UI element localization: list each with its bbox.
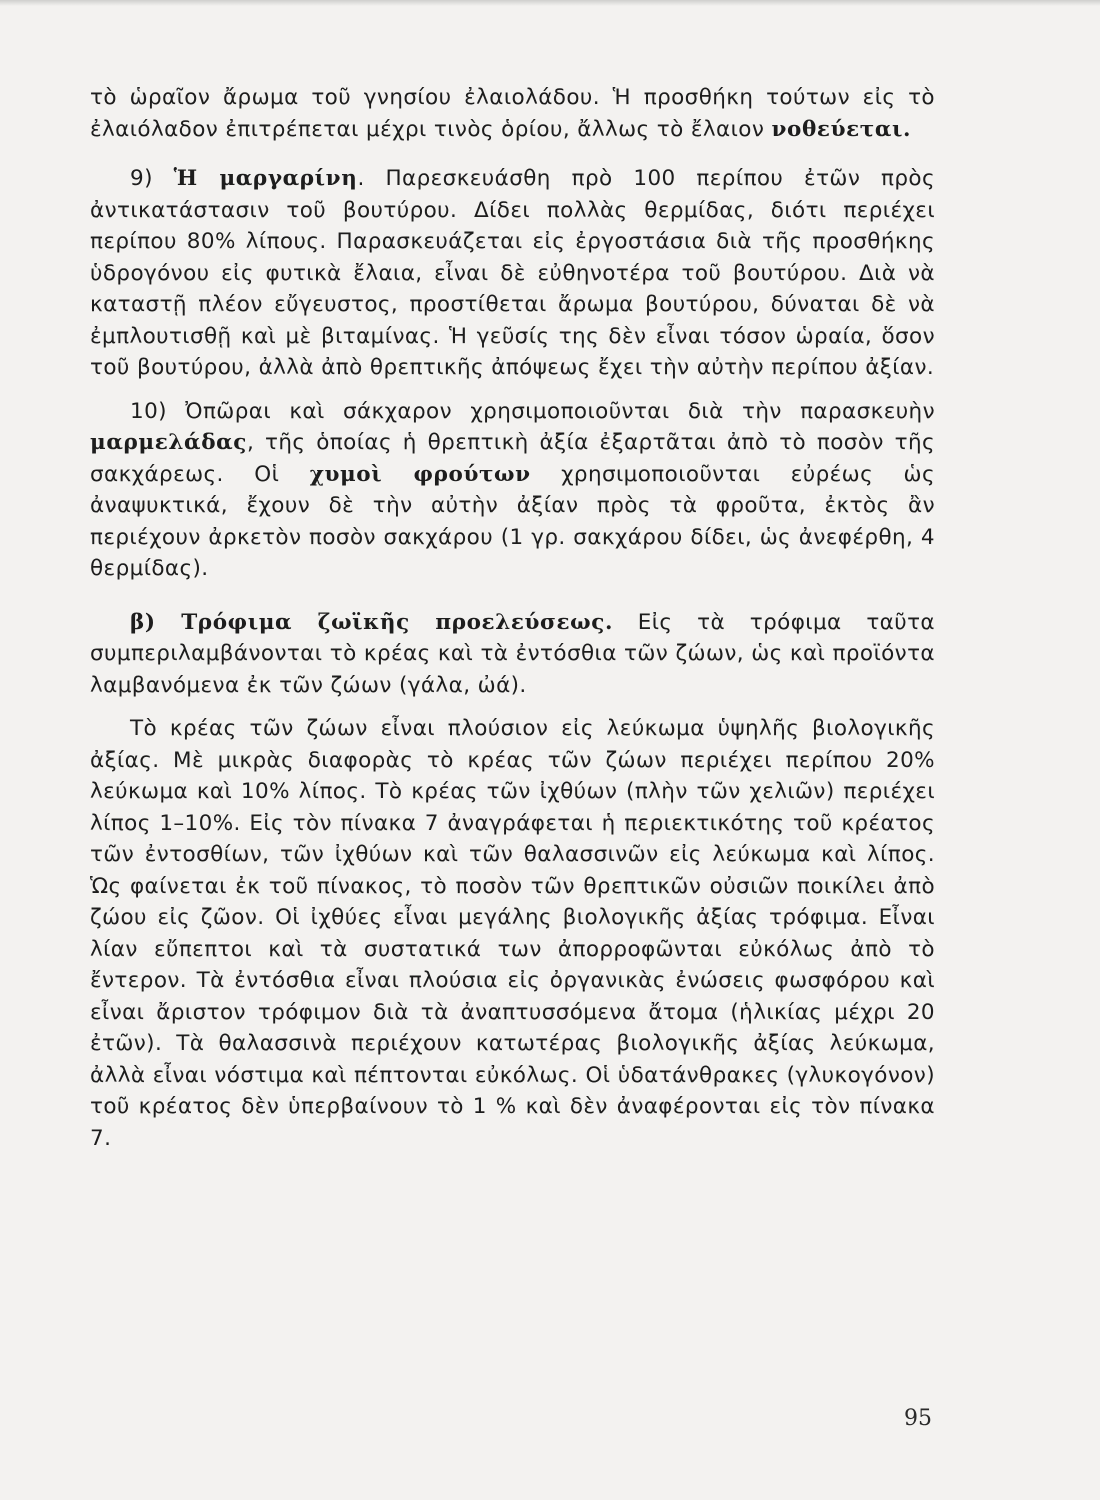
- paragraph-olive-oil-continuation: [90, 82, 935, 145]
- bold-term-fruit-juices: χυμοὶ φρούτων: [309, 461, 531, 487]
- bold-term-margarine: Ἡ μαργαρίνη: [173, 166, 358, 191]
- paragraph-animal-foods: [90, 607, 935, 702]
- section-heading-animal-foods: β) Τρόφιμα ζωϊκῆς προελεύσεως.: [130, 609, 614, 635]
- body-text: [90, 82, 935, 1154]
- paragraph-text: . Παρεσκευάσθη πρὸ 100 περίπου ἐτῶν πρὸς ἀντικατάστασιν τοῦ βουτύρου. Δίδει πολλὰς θερμίδας, διότι περιέχει περίπου 80% λίπους. Παρασκευάζεται εἰς ἐργοστάσια διὰ τῆς προσθήκης ὑδρογόνου εἰς φυτικὰ ἔλαια, εἶναι δὲ εὐθηνοτέρα τοῦ βουτύρου. Διὰ νὰ καταστῇ πλέον εὔγευστος, προστίθεται ἄρωμα βουτύρου, δύναται δὲ νὰ ἐμπλουτισθῇ καὶ μὲ βιταμίνας. Ἡ γεῦσίς της δὲν εἶναι τόσον ὡραία, ὅσον τοῦ βουτύρου, ἀλλὰ ἀπὸ θρεπτικῆς ἀπόψεως ἔχει τὴν αὐτὴν περίπου ἀξίαν.: [90, 166, 935, 380]
- page-number: 95: [904, 1406, 932, 1431]
- bold-term-marmalade: μαρμελάδας: [90, 430, 247, 455]
- paragraph-text: , τῆς ὁποίας ἡ θρεπτικὴ ἀξία ἐξαρτᾶται ἀπὸ τὸ ποσὸν τῆς σακχάρεως. Οἱ: [90, 430, 935, 487]
- page-top-edge: [0, 0, 1100, 6]
- paragraph-margarine: [90, 163, 935, 384]
- paragraph-text: Τὸ κρέας τῶν ζώων εἶναι πλούσιον εἰς λεύκωμα ὑψηλῆς βιολογικῆς ἀξίας. Μὲ μικρὰς διαφορὰς τὸ κρέας τῶν ζώων περιέχει περίπου 20% λεύκωμα καὶ 10% λίπος. Τὸ κρέας τῶν ἰχθύων (πλὴν τῶν χελιῶν) περιέχει λίπος 1–10%. Εἰς τὸν πίνακα 7 ἀναγράφεται ἡ περιεκτικότης τοῦ κρέατος τῶν ἐντοσθίων, τῶν ἰχθύων καὶ τῶν θαλασσινῶν εἰς λεύκωμα καὶ λίπος. Ὡς φαίνεται ἐκ τοῦ πίνακος, τὸ ποσὸν τῶν θρεπτικῶν οὐσιῶν ποικίλει ἀπὸ ζώου εἰς ζῶον. Οἱ ἰχθύες εἶναι μεγάλης βιολογικῆς ἀξίας τρόφιμα. Εἶναι λίαν εὔπεπτοι καὶ τὰ συστατικά των ἀπορροφῶνται εὐκόλως ἀπὸ τὸ ἔντερον. Τὰ ἐντόσθια εἶναι πλούσια εἰς ὀργανικὰς ἐνώσεις φωσφόρου καὶ εἶναι ἄριστον τρόφιμον διὰ τὰ ἀναπτυσσόμενα ἄτομα (ἡλικίας μέχρι 20 ἐτῶν). Τὰ θαλασσινὰ περιέχουν κατωτέρας βιολογικῆς ἀξίας λεύκωμα, ἀλλὰ εἶναι νόστιμα καὶ πέπτονται εὐκόλως. Οἱ ὑδατάνθρακες (γλυκογόνον) τοῦ κρέατος δὲν ὑπερβαίνουν τὸ 1 % καὶ δὲν ἀναφέρονται εἰς τὸν πίνακα 7.: [90, 716, 935, 1151]
- paragraph-text: χρησιμοποιοῦνται εὐρέως ὡς ἀναψυκτικά, ἔχουν δὲ τὴν αὐτὴν ἀξίαν πρὸς τὰ φροῦτα, ἐκτὸς ἂν περιέχουν ἀρκετὸν ποσὸν σακχάρου (1 γρ. σακχάρου δίδει, ὡς ἀνεφέρθη, 4 θερμίδας).: [90, 461, 935, 581]
- paragraph-text: 10) Ὀπῶραι καὶ σάκχαρον χρησιμοποιοῦνται διὰ τὴν παρασκευὴν: [130, 398, 935, 424]
- paragraph-text: τὸ ὡραῖον ἄρωμα τοῦ γνησίου ἐλαιολάδου. Ἡ προσθήκη τούτων εἰς τὸ ἐλαιόλαδον ἐπιτρέπεται μέχρι τινὸς ὁρίου, ἄλλως τὸ ἔλαιον: [90, 85, 935, 142]
- item-number: 9): [130, 166, 174, 191]
- paragraph-text: Εἰς τὰ τρόφιμα ταῦτα συμπεριλαμβάνονται τὸ κρέας καὶ τὰ ἐντόσθια τῶν ζώων, ὡς καὶ προϊόντα λαμβανόμενα ἐκ τῶν ζώων (γάλα, ὠά).: [90, 609, 935, 698]
- paragraph-meat: [90, 713, 935, 1154]
- paragraph-fruits-sugar: [90, 396, 935, 585]
- bold-term-adulterated: νοθεύεται.: [771, 116, 912, 142]
